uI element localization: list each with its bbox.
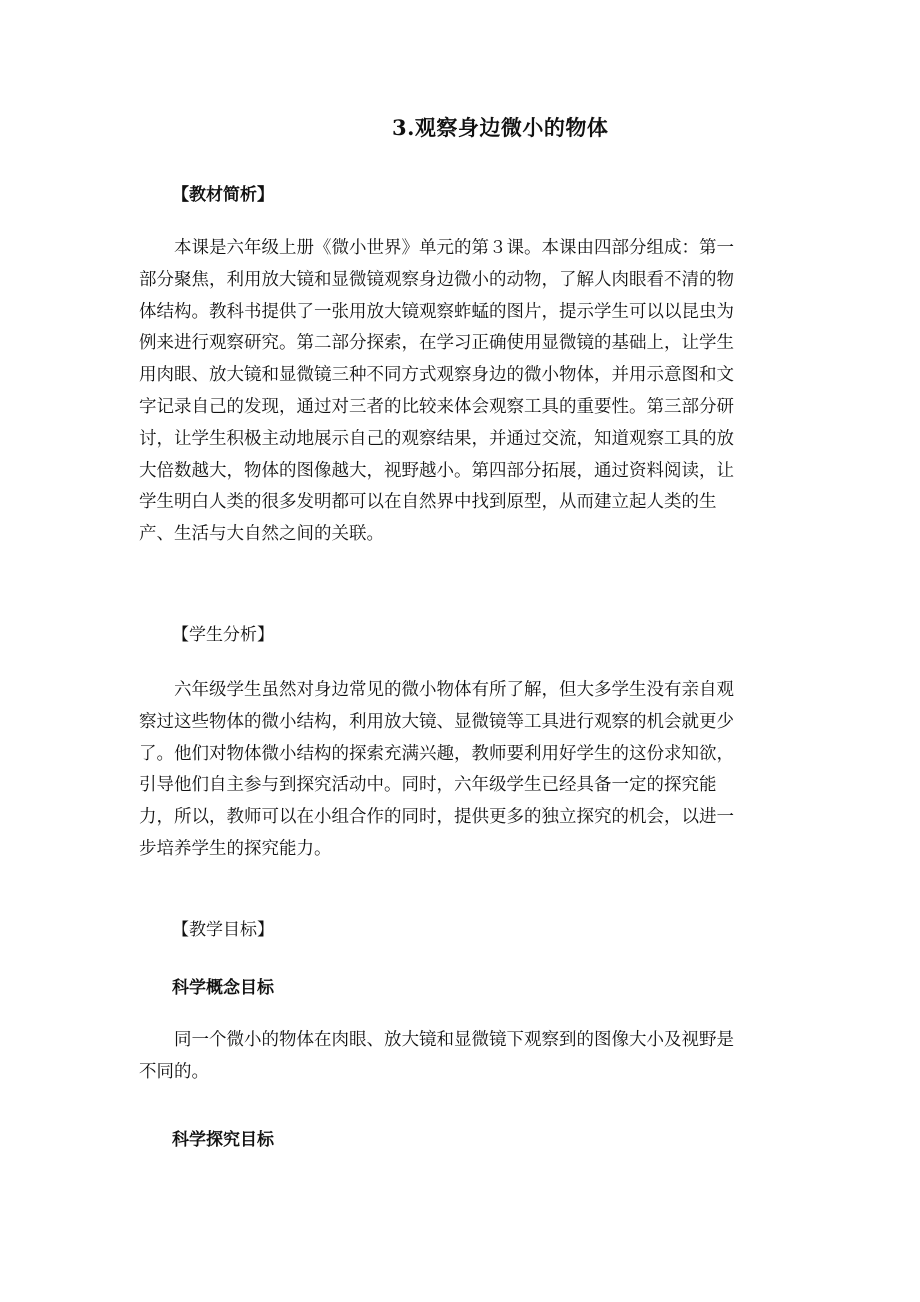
text-line: 察过这些物体的微小结构，利用放大镜、显微镜等工具进行观察的机会就更少 xyxy=(139,711,734,732)
text-line: 学生明白人类的很多发明都可以在自然界中找到原型，从而建立起人类的生 xyxy=(139,492,717,513)
heading-concept-goals: 科学概念目标 xyxy=(172,978,274,998)
text-line: 引导他们自主参与到探究活动中。同时，六年级学生已经具备一定的探究能 xyxy=(139,775,717,796)
paragraph-textbook-analysis xyxy=(139,233,779,551)
heading-student-analysis: 【学生分析】 xyxy=(172,625,274,645)
text-line: 例来进行观察研究。第二部分探索，在学习正确使用显微镜的基础上，让学生 xyxy=(139,333,734,354)
text-line: 用肉眼、放大镜和显微镜三种不同方式观察身边的微小物体，并用示意图和文 xyxy=(139,365,734,386)
text-line: 不同的。 xyxy=(139,1061,209,1082)
text-line: 体结构。教科书提供了一张用放大镜观察蚱蜢的图片，提示学生可以以昆虫为 xyxy=(139,301,734,322)
text-line: 同一个微小的物体在肉眼、放大镜和显微镜下观察到的图像大小及视野是 xyxy=(139,1030,734,1050)
heading-inquiry-goals: 科学探究目标 xyxy=(172,1130,274,1150)
heading-textbook-analysis: 【教材简析】 xyxy=(172,185,274,205)
text-line: 力，所以，教师可以在小组合作的同时，提供更多的独立探究的机会，以进一 xyxy=(139,807,734,828)
text-line: 讨，让学生积极主动地展示自己的观察结果，并通过交流，知道观察工具的放 xyxy=(139,428,734,449)
text-line: 部分聚焦，利用放大镜和显微镜观察身边微小的动物，了解人肉眼看不清的物 xyxy=(139,269,734,290)
document-title: 3.观察身边微小的物体 xyxy=(392,115,609,140)
text-line: 了。他们对物体微小结构的探索充满兴趣，教师要利用好学生的这份求知欲， xyxy=(139,743,734,764)
heading-teaching-goals: 【教学目标】 xyxy=(172,920,274,940)
paragraph-student-analysis xyxy=(139,675,779,866)
text-line: 步培养学生的探究能力。 xyxy=(139,838,332,859)
text-line: 产、生活与大自然之间的关联。 xyxy=(139,524,384,545)
text-line: 大倍数越大，物体的图像越大，视野越小。第四部分拓展，通过资料阅读，让 xyxy=(139,460,734,481)
text-line: 本课是六年级上册《微小世界》单元的第３课。本课由四部分组成：第一 xyxy=(139,238,734,258)
paragraph-concept-goals xyxy=(139,1025,779,1089)
text-line: 六年级学生虽然对身边常见的微小物体有所了解，但大多学生没有亲自观 xyxy=(139,680,734,700)
text-line: 字记录自己的发现，通过对三者的比较来体会观察工具的重要性。第三部分研 xyxy=(139,396,734,417)
